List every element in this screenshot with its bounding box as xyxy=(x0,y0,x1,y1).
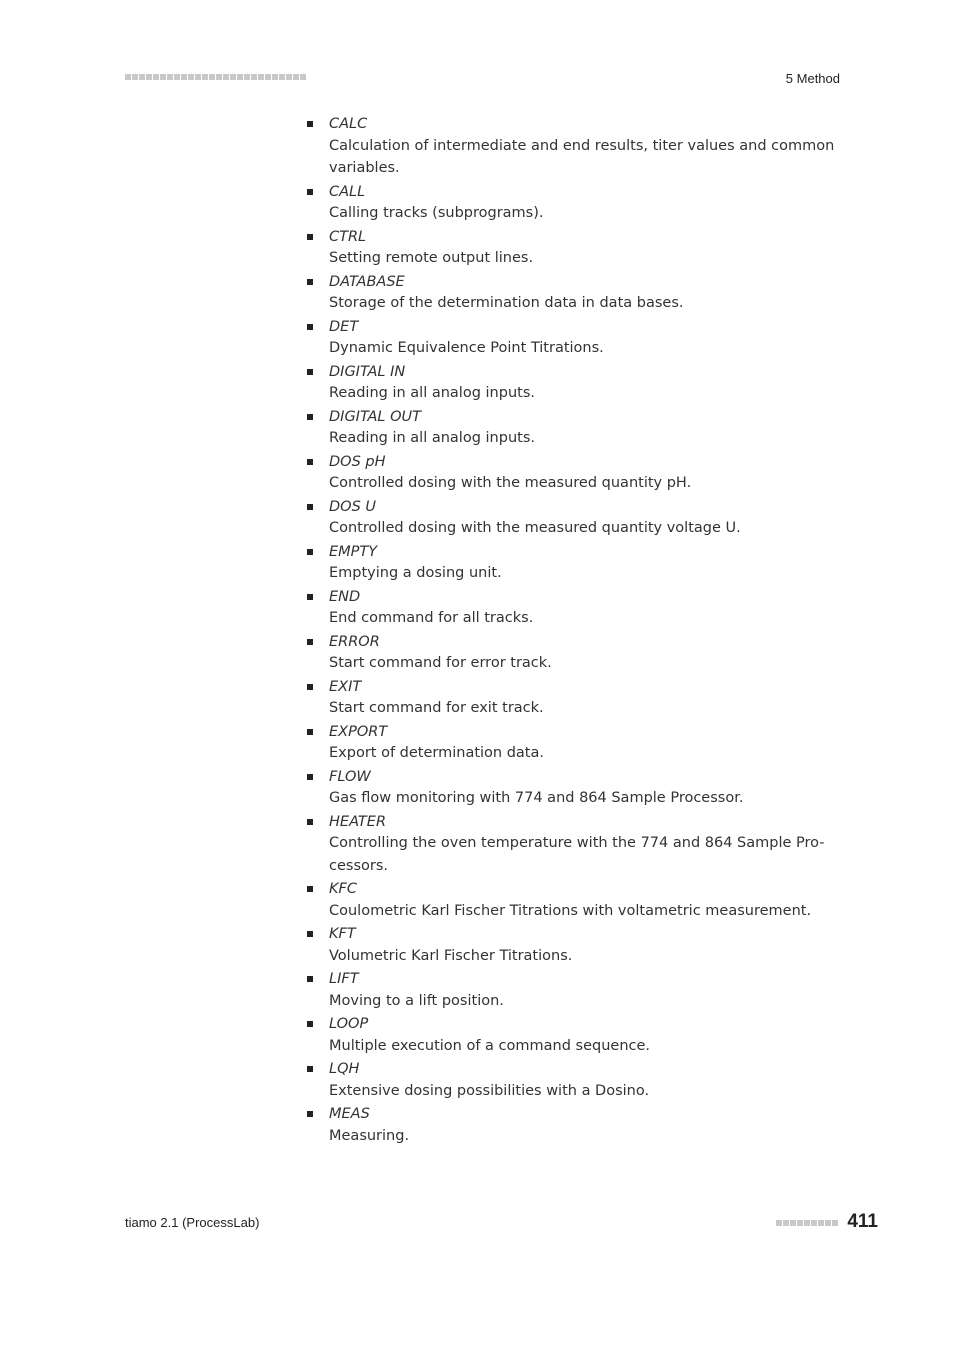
command-description: Measuring. xyxy=(329,1127,410,1144)
dot xyxy=(132,74,138,80)
square-bullet-icon xyxy=(307,414,313,420)
list-item xyxy=(306,1102,836,1147)
dot xyxy=(216,74,222,80)
command-description: Controlling the oven temperature with the 774 and 864 Sample Pro-cessors. xyxy=(329,835,825,874)
square-bullet-icon xyxy=(307,594,313,600)
command-term: FLOW xyxy=(329,768,371,785)
square-bullet-icon xyxy=(307,369,313,375)
command-description: Volumetric Karl Fischer Titrations. xyxy=(329,947,573,964)
command-term: ERROR xyxy=(329,633,380,650)
list-item xyxy=(306,877,836,922)
command-term: EXPORT xyxy=(329,723,388,740)
list-item xyxy=(306,967,836,1012)
command-description: Multiple execution of a command sequence. xyxy=(329,1037,651,1054)
term-line xyxy=(306,495,836,518)
square-bullet-icon xyxy=(307,234,313,240)
square-bullet-icon xyxy=(307,729,313,735)
dot xyxy=(202,74,208,80)
term-line xyxy=(306,405,836,428)
footer-dots xyxy=(776,1220,838,1226)
dot xyxy=(139,74,145,80)
dot xyxy=(790,1220,796,1226)
dot xyxy=(153,74,159,80)
term-line xyxy=(306,765,836,788)
command-term: KFC xyxy=(329,881,357,897)
dot xyxy=(832,1220,838,1226)
list-item xyxy=(306,180,836,225)
term-line xyxy=(306,922,836,945)
list-item xyxy=(306,540,836,585)
command-description: Setting remote output lines. xyxy=(329,250,534,266)
list-item xyxy=(306,765,836,810)
dot xyxy=(167,74,173,80)
dot xyxy=(160,74,166,80)
command-description: Start command for exit track. xyxy=(329,700,544,716)
command-term: CTRL xyxy=(329,228,367,245)
term-line xyxy=(306,675,836,698)
square-bullet-icon xyxy=(307,819,313,825)
square-bullet-icon xyxy=(307,189,313,195)
command-term: MEAS xyxy=(329,1106,370,1122)
command-list xyxy=(306,112,836,1147)
dot xyxy=(244,74,250,80)
command-description: Coulometric Karl Fischer Titrations with voltametric measurement. xyxy=(329,902,812,919)
dot xyxy=(237,74,243,80)
command-description: Controlled dosing with the measured quantity pH. xyxy=(329,475,692,491)
list-item xyxy=(306,720,836,765)
command-term: LOOP xyxy=(329,1016,369,1032)
term-line xyxy=(306,270,836,293)
list-item xyxy=(306,450,836,495)
square-bullet-icon xyxy=(307,976,313,982)
square-bullet-icon xyxy=(307,504,313,510)
square-bullet-icon xyxy=(307,1111,313,1117)
dot xyxy=(258,74,264,80)
square-bullet-icon xyxy=(307,324,313,330)
list-item xyxy=(306,922,836,967)
square-bullet-icon xyxy=(307,774,313,780)
dot xyxy=(209,74,215,80)
dot xyxy=(300,74,306,80)
command-description: Storage of the determination data in data bases. xyxy=(329,295,684,311)
dot xyxy=(286,74,292,80)
term-line xyxy=(306,967,836,990)
command-description: Controlled dosing with the measured quantity voltage U. xyxy=(329,520,741,536)
term-line xyxy=(306,360,836,383)
term-line xyxy=(306,1102,836,1125)
term-line xyxy=(306,450,836,473)
footer-title: tiamo 2.1 (ProcessLab) xyxy=(125,1215,260,1230)
term-line xyxy=(306,720,836,743)
square-bullet-icon xyxy=(307,1066,313,1072)
command-description: Start command for error track. xyxy=(329,655,552,671)
header-section-title: 5 Method xyxy=(785,71,840,86)
dot xyxy=(818,1220,824,1226)
list-item xyxy=(306,495,836,540)
command-term: CALC xyxy=(329,116,368,132)
dot xyxy=(811,1220,817,1226)
list-item xyxy=(306,675,836,720)
command-term: DIGITAL OUT xyxy=(329,408,421,425)
command-description: Calculation of intermediate and end results, titer values and common variables. xyxy=(329,137,835,176)
command-description: Emptying a dosing unit. xyxy=(329,565,502,581)
list-item xyxy=(306,315,836,360)
dot xyxy=(195,74,201,80)
command-description: Reading in all analog inputs. xyxy=(329,385,535,401)
square-bullet-icon xyxy=(307,886,313,892)
dot xyxy=(293,74,299,80)
term-line xyxy=(306,877,836,900)
dot xyxy=(797,1220,803,1226)
header-dots xyxy=(125,74,306,80)
list-item xyxy=(306,225,836,270)
square-bullet-icon xyxy=(307,684,313,690)
command-term: CALL xyxy=(329,183,366,200)
list-item xyxy=(306,1057,836,1102)
command-description: Moving to a lift position. xyxy=(329,992,504,1009)
square-bullet-icon xyxy=(307,931,313,937)
command-term: DET xyxy=(329,318,359,335)
term-line xyxy=(306,315,836,338)
dot xyxy=(776,1220,782,1226)
dot xyxy=(188,74,194,80)
command-description: Dynamic Equivalence Point Titrations. xyxy=(329,340,604,356)
dot xyxy=(181,74,187,80)
list-item xyxy=(306,1012,836,1057)
command-term: DOS U xyxy=(329,498,377,515)
term-line xyxy=(306,1057,836,1080)
list-item xyxy=(306,810,836,878)
command-description: End command for all tracks. xyxy=(329,610,534,626)
term-line xyxy=(306,112,836,135)
list-item xyxy=(306,630,836,675)
command-term: DOS pH xyxy=(329,453,386,470)
square-bullet-icon xyxy=(307,549,313,555)
dot xyxy=(174,74,180,80)
command-term: EXIT xyxy=(329,678,362,695)
command-description: Reading in all analog inputs. xyxy=(329,430,535,446)
list-item xyxy=(306,405,836,450)
command-description: Export of determination data. xyxy=(329,745,544,761)
term-line xyxy=(306,585,836,608)
square-bullet-icon xyxy=(307,121,313,127)
command-description: Gas flow monitoring with 774 and 864 Sample Processor. xyxy=(329,790,744,806)
dot xyxy=(279,74,285,80)
term-line xyxy=(306,180,836,203)
square-bullet-icon xyxy=(307,1021,313,1027)
command-description: Calling tracks (subprograms). xyxy=(329,205,544,221)
dot xyxy=(223,74,229,80)
dot xyxy=(146,74,152,80)
term-line xyxy=(306,225,836,248)
term-line xyxy=(306,1012,836,1035)
square-bullet-icon xyxy=(307,279,313,285)
dot xyxy=(230,74,236,80)
list-item xyxy=(306,270,836,315)
dot xyxy=(272,74,278,80)
list-item xyxy=(306,112,836,180)
square-bullet-icon xyxy=(307,459,313,465)
command-term: EMPTY xyxy=(329,543,378,560)
list-item xyxy=(306,360,836,405)
term-line xyxy=(306,630,836,653)
command-term: DIGITAL IN xyxy=(329,363,406,380)
term-line xyxy=(306,810,836,833)
command-term: DATABASE xyxy=(329,273,405,290)
command-term: HEATER xyxy=(329,813,387,830)
dot xyxy=(804,1220,810,1226)
dot xyxy=(265,74,271,80)
dot xyxy=(125,74,131,80)
command-term: LIFT xyxy=(329,971,359,987)
term-line xyxy=(306,540,836,563)
command-term: LQH xyxy=(329,1061,360,1077)
command-term: KFT xyxy=(329,926,356,942)
command-description: Extensive dosing possibilities with a Dosino. xyxy=(329,1082,650,1099)
square-bullet-icon xyxy=(307,639,313,645)
dot xyxy=(251,74,257,80)
dot xyxy=(825,1220,831,1226)
page-number: 411 xyxy=(847,1211,878,1232)
command-term: END xyxy=(329,588,361,605)
dot xyxy=(783,1220,789,1226)
list-item xyxy=(306,585,836,630)
